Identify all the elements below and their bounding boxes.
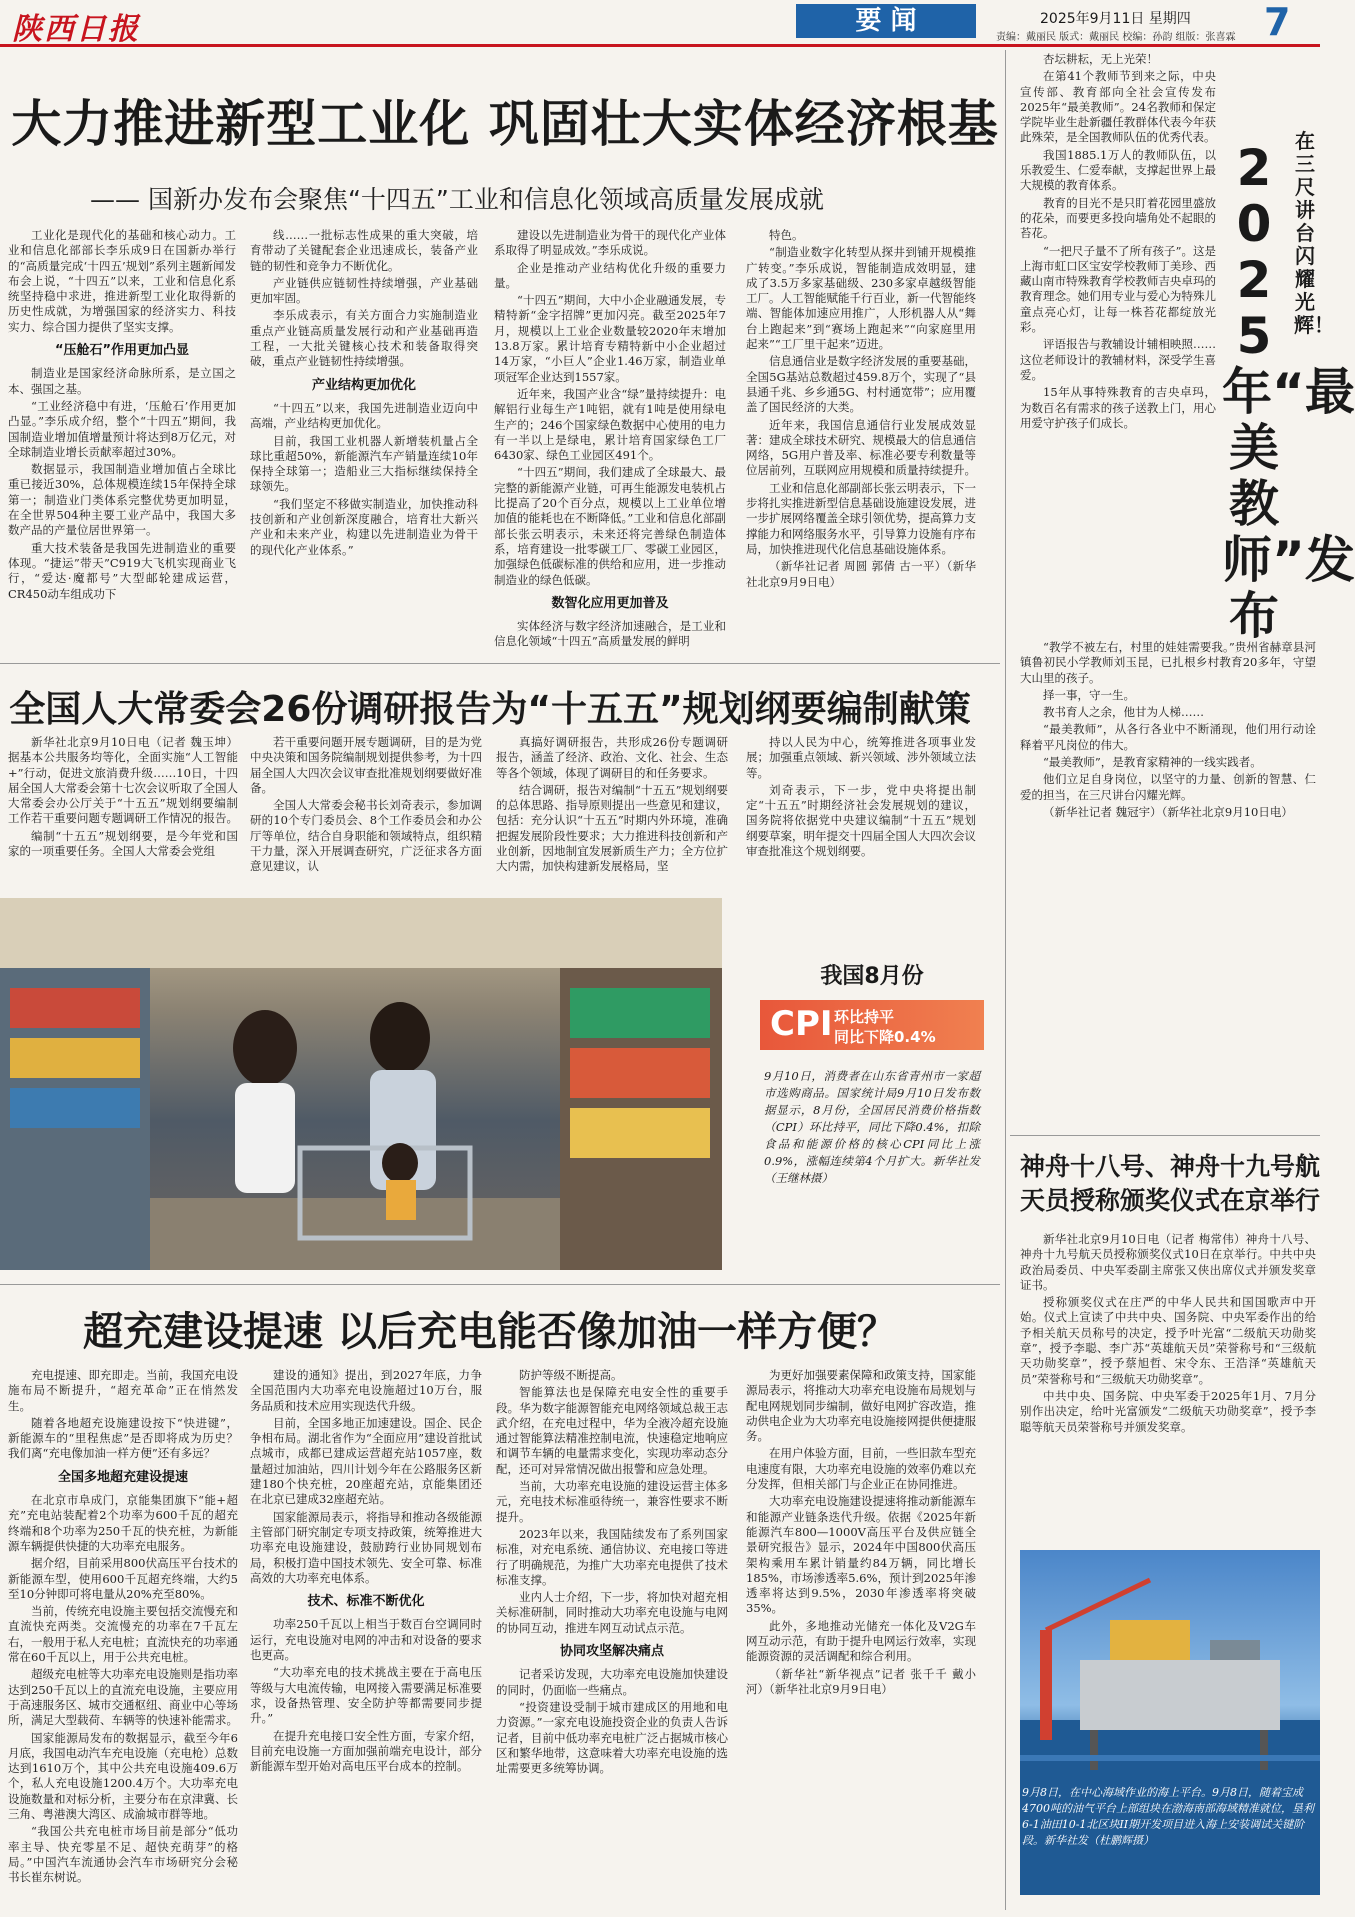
article1-column — [8, 228, 236, 648]
paragraph: “一把尺子量不了所有孩子”。这是上海市虹口区宝安学校教师丁美珍、西藏山南市特殊教育学校教师吉央卓玛的教育理念。她们用专业与爱心为特殊儿童点亮心灯，让每一株苔花都绽放光彩。 — [1020, 243, 1216, 335]
paragraph: 建设以先进制造业为骨干的现代化产业体系取得了明显成效。”李乐成说。 — [494, 228, 726, 258]
paragraph: “制造业数字化转型从探井到铺开规模推广转变。”李乐成说，智能制造成效明显，建成了3.5万多家基础级、230多家卓越级智能工厂。人工智能赋能千行百业，新一代智能终端、智能体加速应用推广，人形机器人从“舞台上跑起来”到“赛场上跑起来”“向家庭里用起来”“工厂里干起来”迈进。 — [746, 245, 976, 352]
paragraph: 教书育人之余，他甘为人梯…… — [1043, 705, 1204, 720]
article3-headline: 超充建设提速 以后充电能否像加油一样方便？ — [83, 1309, 897, 1355]
divider — [0, 663, 1000, 664]
paragraph: 重大技术装备是我国先进制造业的重要体现。“捷运”带天”C919大飞机实现商业飞行，“爱达·魔都号”大型邮轮建成运营，CR450动车组成功下 — [8, 540, 236, 601]
paragraph: 目前，全国多地正加速建设。国企、民企争相布局。湖北省作为“全面应用”建设首批试点城市，成都已建成运营超充站1057座，数量超过加油站，四川计划今年在公路服务区新建180个快充桩，20座超充站，京能集团还在北京已建成32座超充站。 — [250, 1415, 482, 1507]
paragraph: 产业链供应链韧性持续增强，产业基础更加牢固。 — [250, 275, 478, 306]
article3-column — [250, 1368, 482, 1908]
cpi-badge — [760, 1000, 984, 1050]
cpi-title: 我国8月份 — [820, 964, 924, 989]
paragraph: 随着各地超充设施建设按下“快进键”，新能源车的“里程焦虑”是否即将成为历史？我们离“充电像加油一样方便”还有多远？ — [8, 1415, 238, 1461]
cpi-label: CPI — [770, 1004, 833, 1044]
article3-section-title: 协同攻坚解决痛点 — [559, 1644, 664, 1660]
paragraph: 超级充电桩等大功率充电设施则是指功率达到250千瓦以上的直流充电设施，主要应用于高速服务区、城市交通枢纽、商业中心等场所，满足大型载荷、车辆等的快速补能需求。 — [8, 1667, 238, 1728]
paragraph: 此外，多地推动光储充一体化及V2G车网互动示范，有助于提升电网运行效率，实现能源资源的灵活调配和综合利用。 — [746, 1618, 976, 1664]
paragraph: 中共中央、国务院、中央军委于2025年1月、7月分别作出决定，给叶光富颁发“二级航天功勋奖章”，授予李聪等航天员荣誉称号并颁发奖章。 — [1020, 1388, 1316, 1434]
article2-column — [746, 735, 976, 890]
paragraph: 在北京市阜成门，京能集团旗下“能+超充”充电站装配着2个功率为600千瓦的超充终端和8个功率为250千瓦的快充桩，为新能源车辆提供快捷的大功率充电服务。 — [8, 1493, 238, 1553]
paragraph: 杏坛耕耘，无上光荣！ — [1043, 52, 1158, 66]
paragraph: 择一事，守一生。 — [1043, 687, 1135, 702]
paragraph: 在提升充电接口安全性方面，专家介绍，目前充电设施一方面加强前端充电设计，部分新能源车型开始对高电压平台成本的控制。 — [250, 1728, 482, 1774]
paragraph: 特色。 — [769, 228, 804, 242]
cpi-mom: 环比持平 — [834, 1008, 895, 1026]
paragraph: 近年来，我国产业含“绿”量持续提升：电解铝行业每生产1吨铝，就有1吨是使用绿电生产的；246个国家绿色数据中心使用的电力有一半以上是绿电，累计培育国家绿色工厂6430家、绿色工业园区491个。 — [494, 386, 726, 463]
paragraph: （新华社“新华视点”记者 张千千 戴小河）（新华社北京9月9日电） — [746, 1666, 976, 1696]
paragraph: 他们立足自身岗位，以坚守的力量、创新的智慧、仁爱的担当，在三尺讲台闪耀光辉。 — [1020, 772, 1316, 802]
paragraph: 信息通信业是数字经济发展的重要基础，全国5G基站总数超过459.8万个，实现了“县县通千兆、乡乡通5G、村村通宽带”；应用覆盖了国民经济的大类。 — [746, 354, 976, 415]
paragraph: 为更好加强要素保障和政策支持，国家能源局表示，将推动大功率充电设施布局规划与配电网规划同步编制，做好电网扩容改造，推动供电企业为大功率充电设施接网提供便捷服务。 — [746, 1368, 976, 1444]
paragraph: 目前，我国工业机器人新增装机量占全球比重超50%，新能源汽车产销量连续10年保持全球第一；造船业三大指标继续保持全球领先。 — [250, 433, 478, 494]
divider — [0, 1284, 1000, 1285]
paragraph: 2023年以来，我国陆续发布了系列国家标准，对充电系统、通信协议、充电接口等进行了明确规范，为推广大功率充电提供了技术标准支撑。 — [496, 1526, 728, 1587]
kicker-label: 在三尺讲台闪耀光辉！ — [1294, 129, 1334, 337]
page-number: 7 — [1264, 0, 1291, 44]
paragraph: 授称颁奖仪式在庄严的中华人民共和国国歌声中开始。仪式上宣读了中共中央、国务院、中央军委作出的给予相关航天员称号的决定，授予叶光富“二级航天功勋奖章”，授予李聪、李广苏“英雄航天员”荣誉称号和“三级航天功勋奖章”，授予蔡旭哲、宋令东、王浩泽“英雄航天员”荣誉称号和“三级航天功勋奖章”。 — [1020, 1295, 1316, 1386]
paragraph: 大功率充电设施建设提速将推动新能源车和能源产业链条迭代升级。依据《2025年新能源汽车800—1000V高压平台及供应链全景研究报告》显示，2024年中国800伏高压架构乘用车累计销量约84万辆，同比增长185%，市场渗透率5.6%，预计到2025年渗透率将达到9.5%，2030年渗透率将突破35%。 — [746, 1494, 976, 1616]
article3-section-title: 技术、标准不断优化 — [307, 1594, 425, 1610]
article1-section-title: 数智化应用更加普及 — [551, 595, 669, 611]
paragraph: 据介绍，目前采用800伏高压平台技术的新能源车型，使用600千瓦超充终端，大约5至10分钟即可将电量从20%充至80%。 — [8, 1556, 238, 1601]
paragraph: “十四五”期间，大中小企业融通发展，专精特新“金字招牌”更加闪亮。截至2025年7月，规模以上工业企业数量较2020年末增加13.8万家。累计培育专精特新中小企业超过14万家，“小巨人”企业1.46万家，制造业单项冠军企业达到1557家。 — [494, 293, 726, 384]
paragraph: 近年来，我国信息通信行业发展成效显著：建成全球技术研究、规模最大的信息通信网络，5G用户普及率、标准必要专利数量等位居前列，互联网应用规模和质量持续提升。 — [746, 417, 976, 478]
paragraph: 编制“十五五”规划纲要，是今年党和国家的一项重要任务。全国人大常委会党组 — [8, 828, 238, 859]
paragraph: 国家能源局发布的数据显示，截至今年6月底，我国电动汽车充电设施（充电枪）总数达到1610万个，其中公共充电设施409.6万个，私人充电设施1200.4万个。大功率充电设施数量和对标分析，主要分布在京津冀、长三角、粤港澳大湾区、成渝城市群等地。 — [8, 1730, 238, 1822]
paragraph: 在用户体验方面，目前，一些旧款车型充电速度有限，大功率充电设施的效率仍难以充分发挥，但相关部门与企业正在协同推进。 — [746, 1446, 976, 1492]
article1-column — [746, 228, 976, 648]
article1-section-title: 产业结构更加优化 — [311, 377, 416, 393]
paragraph: 全国人大常委会秘书长刘奇表示，参加调研的10个专门委员会、8个工作委员会和办公厅等单位，结合自身职能和领域特点，组织精干力量，深入开展调查研究，广泛征求各方面意见建议，认 — [250, 798, 482, 874]
issue-date: 2025年9月11日 星期四 — [1040, 11, 1191, 27]
paragraph: 建设的通知》提出，到2027年底，力争全国范围内大功率充电设施超过10万台，服务品质和技术应用实现迭代升级。 — [250, 1368, 482, 1413]
paragraph: 评语报告与教辅设计辅相映照……这位老师设计的教辅材料，深受学生喜爱。 — [1020, 337, 1216, 382]
section-tag: 要 闻 — [796, 4, 976, 38]
article3-column — [8, 1368, 238, 1908]
paragraph: 15年从事特殊教育的吉央卓玛，为数百名有需求的孩子送教上门，用心用爱守护孩子们成长。 — [1020, 385, 1216, 430]
paragraph: 充电提速、即充即走。当前，我国充电设施布局不断提升，“超充革命”正在悄然发生。 — [8, 1368, 238, 1413]
paragraph: 若干重要问题开展专题调研，目的是为党中央决策和国务院编制规划提供参考，为十四届全国人大四次会议审查批准规划纲要做好准备。 — [250, 735, 482, 795]
article1-subheadline: —— 国新办发布会聚焦“十四五”工业和信息化领域高质量发展成就 — [90, 185, 824, 214]
paragraph: 真搞好调研报告，共形成26份专题调研报告，涵盖了经济、政治、文化、社会、生态等各个领域，体现了调研目的和任务要求。 — [496, 735, 728, 780]
cpi-yoy: 同比下降0.4% — [834, 1028, 936, 1046]
paragraph: “十四五”以来，我国先进制造业迈向中高端，产业结构更加优化。 — [250, 400, 478, 431]
paragraph: （新华社记者 魏冠宇）（新华社北京9月10日电） — [1043, 804, 1293, 819]
photo-caption: 9月10日，消费者在山东省青州市一家超市选购商品。国家统计局9月10日发布数据显示，8月份，全国居民消费价格指数（CPI）环比持平，同比下降0.4%，扣除食品和能源价格的核心CPI同比上涨0.9%，涨幅连续第4个月扩大。新华社发（王继林摄） — [764, 1069, 980, 1185]
article1-headline: 大力推进新型工业化 巩固壮大实体经济根基 — [11, 95, 999, 153]
paragraph: 功率250千瓦以上相当于数百台空调同时运行，充电设施对电网的冲击和对设备的要求也更高。 — [250, 1617, 482, 1663]
paragraph: 业内人士介绍，下一步，将加快对超充相关标准研制，同时推动大功率充电设施与电网的协同互动，推进车网互动试点示范。 — [496, 1590, 728, 1635]
cpi-infobox — [752, 955, 992, 1305]
newspaper-logo: 陕西日报 — [12, 12, 140, 47]
paragraph: 当前，传统充电设施主要包括交流慢充和直流快充两类。交流慢充的功率在7千瓦左右，一般用于私人充电桩；直流快充的功率通常在60千瓦以上，用于公共充电桩。 — [8, 1604, 238, 1665]
article5-headline: 神舟十八号、神舟十九号航天员授称颁奖仪式在京举行 — [1020, 1152, 1321, 1215]
article3-column — [496, 1368, 728, 1908]
article4-column — [1020, 640, 1316, 1120]
paragraph: 我国1885.1万人的教师队伍，以乐教爱生、仁爱奉献，支撑起世界上最大规模的教育体系。 — [1020, 147, 1216, 193]
paragraph: 新华社北京9月10日电（记者 魏玉坤）据基本公共服务均等化，全面实施“人工智能+”行动，促进文旅消费升级……10日，十四届全国人大常委会第十七次会议听取了全国人大常委会办公厅关于“十五五”规划纲要编制工作若干重要问题专题调研工作情况的报告。 — [8, 735, 238, 826]
article2-column — [250, 735, 482, 890]
paragraph: 在第41个教师节到来之际，中央宣传部、教育部向全社会宣传发布2025年“最美教师”。24名教师和保定学院毕业生赴新疆任教群体代表今年获此殊荣，是全国教师队伍的优秀代表。 — [1020, 69, 1216, 145]
divider — [1010, 1135, 1320, 1136]
paragraph: （新华社记者 周圆 郭倩 古一平）（新华社北京9月9日电） — [746, 559, 976, 589]
paragraph: “十四五”期间，我们建成了全球最大、最完整的新能源产业链，可再生能源发电装机占比提高了20个百分点，规模以上工业单位增加值的能耗也在不断降低。”工业和信息化部副部长张云明表示，未来还将完善绿色制造体系，培育建设一批零碳工厂、零碳工业园区，加强绿色低碳标准的供给和应用，进一步推动制造业的绿色低碳。 — [494, 465, 726, 587]
paragraph: 刘奇表示，下一步，党中央将提出制定“十五五”时期经济社会发展规划的建议，国务院将依据党中央建议编制“十五五”规划纲要草案，明年提交十四届全国人大四次会议审查批准这个规划纲要。 — [746, 782, 976, 859]
article1-column — [494, 228, 726, 648]
paragraph: “投资建设受制于城市建成区的用地和电力资源。”一家充电设施投资企业的负责人告诉记者，目前中低功率充电桩广泛占据城市核心区和繁华地带，这意味着大功率充电设施的选址需要更多统筹协调。 — [496, 1699, 728, 1776]
supermarket-illustration — [0, 898, 722, 1270]
paragraph: 线……一批标志性成果的重大突破，培育带动了关键配套企业迅速成长，装备产业链的韧性和竞争力不断优化。 — [250, 228, 478, 273]
paragraph: 工业和信息化部副部长张云明表示，下一步将扎实推进新型信息基础设施建设发展，进一步扩展网络覆盖全球引领优势，提高算力支撑能力和网络服务水平，引导算力设施有序布局，加快推进现代化信息基础设施体系。 — [746, 480, 976, 556]
paragraph: “最美教师”，从各行各业中不断涌现，他们用行动诠释着平凡岗位的伟大。 — [1020, 722, 1316, 752]
article1-section-title: “压舱石”作用更加凸显 — [54, 343, 190, 359]
paragraph: 企业是推动产业结构优化升级的重要力量。 — [494, 260, 726, 290]
article2-headline: 全国人大常委会26份调研报告为“十五五”规划纲要编制献策 — [9, 689, 971, 730]
article4-column — [1020, 52, 1216, 632]
paragraph: 制造业是国家经济命脉所系，是立国之本、强国之基。 — [8, 366, 236, 396]
paragraph: 教育的目光不是只盯着花园里盛放的花朵，而要更多投向墙角处不起眼的苔花。 — [1020, 195, 1216, 241]
paragraph: “我国公共充电桩市场目前是部分“低功率主导、快充零星不足、超快充萌芽”的格局。”中国汽车流通协会汽车市场研究分会秘书长崔东树说。 — [8, 1824, 238, 1885]
paragraph: 国家能源局表示，将指导和推动各级能源主管部门研究制定专项支持政策，统筹推进大功率充电设施建设，鼓励跨行业协同规划布局，积极打造中国技术领先、安全可靠、标准高效的大功率充电体系。 — [250, 1509, 482, 1585]
paragraph: 防护等级不断提高。 — [519, 1368, 623, 1382]
paragraph: “大功率充电的技术挑战主要在于高电压等级与大电流传输，电网接入需要满足标准要求，设备热管理、安全防护等都需要同步提升。” — [250, 1665, 482, 1726]
paragraph: 数据显示，我国制造业增加值占全球比重已接近30%，总体规模连续15年保持全球第一；制造业门类体系完整优势更加明显，在全世界504种主要工业产品中，我国大多数产品的产量位居世界第一。 — [8, 462, 236, 538]
supermarket-photo — [0, 898, 722, 1270]
paragraph: 智能算法也是保障充电安全性的重要手段。华为数字能源智能充电网络领域总裁王志武介绍，在充电过程中，华为全液冷超充设施通过智能算法精准控制电流，快速稳定地响应和调节车辆的电量需求变化，实现功率动态分配，还可对异常情况做出报警和应急处理。 — [496, 1385, 728, 1476]
column-divider — [1005, 50, 1006, 1910]
paragraph: 工业化是现代化的基础和核心动力。工业和信息化部部长李乐成9日在国新办举行的“高质量完成‘十四五’规划”系列主题新闻发布会上说，“十四五”以来，工业和信息化系统坚持稳中求进，推进新型工业化取得新的历史性成就，为增强国家的经济实力、科技实力、综合国力提供了坚实支撑。 — [8, 228, 236, 334]
paragraph: 持以人民为中心，统筹推进各项事业发展；加强重点领域、新兴领域、涉外领域立法等。 — [746, 735, 976, 780]
article5-column — [1020, 1232, 1316, 1532]
paragraph: “工业经济稳中有进，‘压舱石’作用更加凸显。”李乐成介绍，整个“十四五”期间，我国制造业增加值增量预计将达到8万亿元，对全球制造业增长贡献率超过30%。 — [8, 398, 236, 459]
photo-caption: 9月8日，在中心海域作业的海上平台。9月8日，随着宝成4700吨的油气平台上部组块在渤海南部海域精准就位，垦利6-1油田10-1北区块II期开发项目进入海上安装调试关键阶段。新华社发（杜鹏辉摄） — [1022, 1786, 1314, 1847]
article3-section-title: 全国多地超充建设提速 — [57, 1469, 188, 1485]
paragraph: 新华社北京9月10日电（记者 梅常伟）神舟十八号、神舟十九号航天员授称颁奖仪式10日在京举行。中共中央政治局委员、中央军委副主席张又侠出席仪式并颁发奖章证书。 — [1020, 1232, 1316, 1292]
article2-column — [496, 735, 728, 890]
article1-column — [250, 228, 478, 648]
article2-column — [8, 735, 238, 890]
article4-headline: 2025年“最美教师”发布 — [1222, 139, 1355, 645]
paragraph: “我们坚定不移做实制造业，加快推动科技创新和产业创新深度融合，培育壮大新兴产业和未来产业，构建以先进制造业为骨干的现代化产业体系。” — [250, 496, 478, 557]
paragraph: “教学不被左右，村里的娃娃需要我。”贵州省赫章县河镇鲁初民小学教师刘玉昆，已扎根乡村教育20多年，守望大山里的孩子。 — [1020, 640, 1316, 685]
paragraph: 李乐成表示，有关方面合力实施制造业重点产业链高质量发展行动和产业基础再造工程，一大批关键核心技术和装备取得突破，重点产业链韧性持续增强。 — [250, 308, 478, 369]
paragraph: 结合调研，报告对编制“十五五”规划纲要的总体思路、指导原则提出一些意见和建议，包括：充分认识“十五五”时期内外环境，准确把握发展阶段性要求；大力推进科技创新和产业创新，因地制宜发展新质生产力；全方位扩大内需，加快构建新发展格局，坚 — [496, 782, 728, 874]
paragraph: 当前，大功率充电设施的建设运营主体多元，充电技术标准亟待统一，兼容性要求不断提升。 — [496, 1479, 728, 1524]
masthead — [0, 0, 1320, 47]
staff-credits: 责编：戴丽民 版式：戴丽民 校编：孙韵 组版：张喜霖 — [996, 32, 1236, 43]
paragraph: 实体经济与数字经济加速融合，是工业和信息化领域“十四五”高质量发展的鲜明 — [494, 619, 726, 649]
paragraph: “最美教师”，是教育家精神的一线实践者。 — [1043, 755, 1262, 770]
paragraph: 记者采访发现，大功率充电设施加快建设的同时，仍面临一些痛点。 — [496, 1667, 728, 1697]
article3-column — [746, 1368, 976, 1908]
